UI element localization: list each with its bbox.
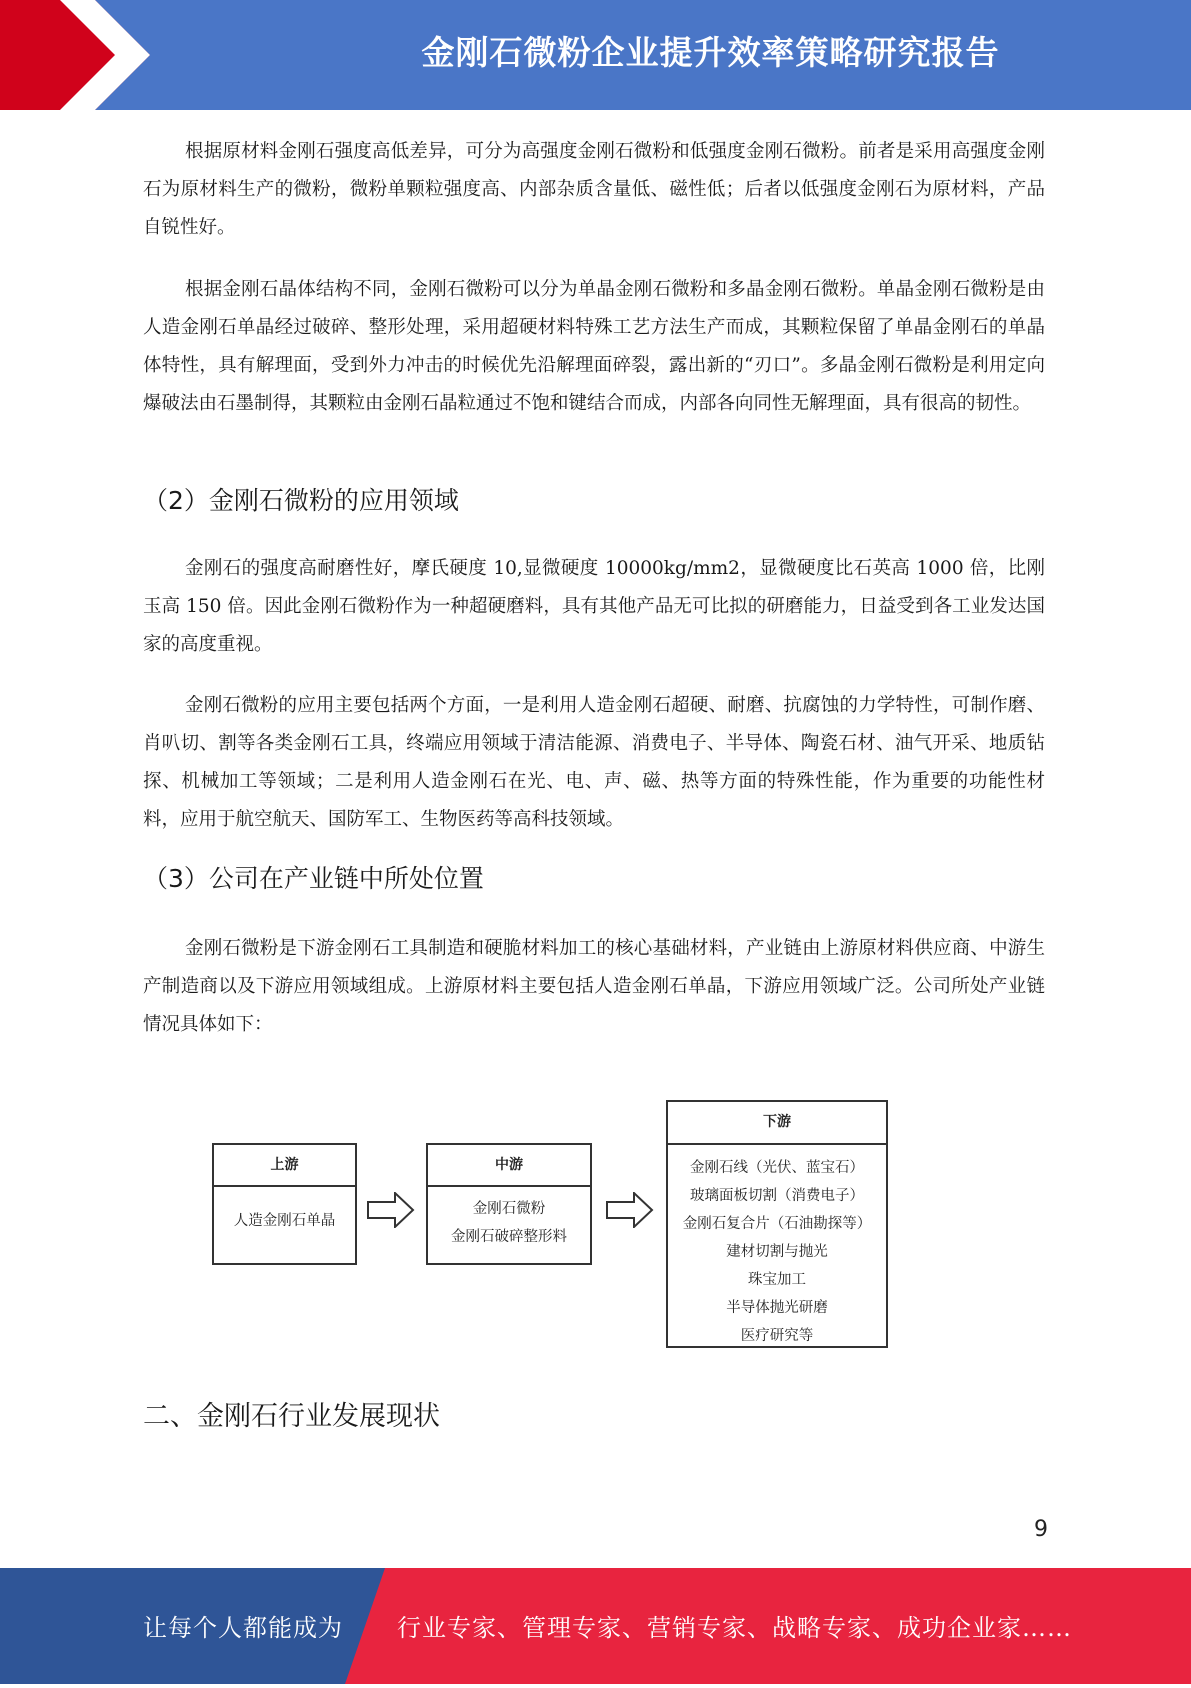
midstream-title: 中游 <box>428 1145 590 1187</box>
downstream-item: 金刚石复合片（石油勘探等） <box>682 1216 872 1232</box>
paragraph-crystal-classification: 根据金刚石晶体结构不同，金刚石微粉可以分为单晶金刚石微粉和多晶金刚石微粉。单晶金刚石微粉是由人造金刚石单晶经过破碎、整形处理，采用超硬材料特殊工艺方法生产而成，其颗粒保留了单晶金刚石的单晶体特性，具有解理面，受到外力冲击的时候优先沿解理面碎裂，露出新的“刃口”。多晶金刚石微粉是利用定向爆破法由石墨制得，其颗粒由金刚石晶粒通过不饱和键结合而成，内部各向同性无解理面，具有很高的韧性。 <box>143 279 1045 414</box>
downstream-title: 下游 <box>668 1102 886 1145</box>
downstream-item: 珠宝加工 <box>748 1272 806 1288</box>
downstream-item: 金刚石线（光伏、蓝宝石） <box>690 1160 864 1176</box>
downstream-item: 半导体抛光研磨 <box>726 1300 828 1316</box>
arrow-right-icon <box>367 1192 415 1228</box>
page-header <box>0 0 1191 110</box>
paragraph-strength-classification: 根据原材料金刚石强度高低差异，可分为高强度金刚石微粉和低强度金刚石微粉。前者是采用高强度金刚石为原材料生产的微粉，微粉单颗粒强度高、内部杂质含量低、磁性低；后者以低强度金刚石为原材料，产品自锐性好。 <box>143 141 1045 238</box>
midstream-item: 金刚石微粉 <box>472 1201 546 1217</box>
downstream-item: 医疗研究等 <box>740 1328 814 1344</box>
section-heading: 二、金刚石行业发展现状 <box>143 1401 440 1432</box>
header-chevron-decoration <box>0 0 230 110</box>
report-title: 金刚石微粉企业提升效率策略研究报告 <box>421 33 1000 72</box>
midstream-box <box>426 1143 592 1265</box>
downstream-box <box>666 1100 888 1348</box>
page-footer <box>0 1568 1191 1684</box>
subheading-application-fields: （2）金刚石微粉的应用领域 <box>143 486 459 515</box>
downstream-item: 建材切割与抛光 <box>726 1244 828 1260</box>
upstream-item: 人造金刚石单晶 <box>233 1213 336 1229</box>
arrow-right-icon <box>606 1192 654 1228</box>
midstream-items <box>428 1195 590 1251</box>
upstream-title: 上游 <box>214 1145 355 1187</box>
midstream-item: 金刚石破碎整形料 <box>451 1229 567 1245</box>
upstream-box <box>212 1143 357 1265</box>
subheading-industry-chain-position: （3）公司在产业链中所处位置 <box>143 864 484 893</box>
footer-slogan-right: 行业专家、管理专家、营销专家、战略专家、成功企业家…… <box>397 1614 1072 1642</box>
paragraph-applications: 金刚石微粉的应用主要包括两个方面，一是利用人造金刚石超硬、耐磨、抗腐蚀的力学特性，可制作磨、肖叭切、割等各类金刚石工具，终端应用领域于清洁能源、消费电子、半导体、陶瓷石材、油气开采、地质钻探、机械加工等领域；二是利用人造金刚石在光、电、声、磁、热等方面的特殊性能，作为重要的功能性材料，应用于航空航天、国防军工、生物医药等高科技领域。 <box>143 695 1045 830</box>
downstream-item: 玻璃面板切割（消费电子） <box>690 1188 864 1204</box>
page-number: 9 <box>1034 1517 1048 1542</box>
downstream-items <box>668 1154 886 1350</box>
upstream-items <box>214 1207 355 1235</box>
paragraph-hardness: 金刚石的强度高耐磨性好，摩氏硬度 10,显微硬度 10000kg/mm2，显微硬度比石英高 1000 倍，比刚玉高 150 倍。因此金刚石微粉作为一种超硬磨料，具有其他产品无可比拟的研磨能力，日益受到各工业发达国家的高度重视。 <box>143 558 1045 655</box>
footer-slogan-left: 让每个人都能成为 <box>143 1614 343 1642</box>
paragraph-industry-chain: 金刚石微粉是下游金刚石工具制造和硬脆材料加工的核心基础材料，产业链由上游原材料供应商、中游生产制造商以及下游应用领域组成。上游原材料主要包括人造金刚石单晶，下游应用领域广泛。公司所处产业链情况具体如下： <box>143 938 1045 1035</box>
